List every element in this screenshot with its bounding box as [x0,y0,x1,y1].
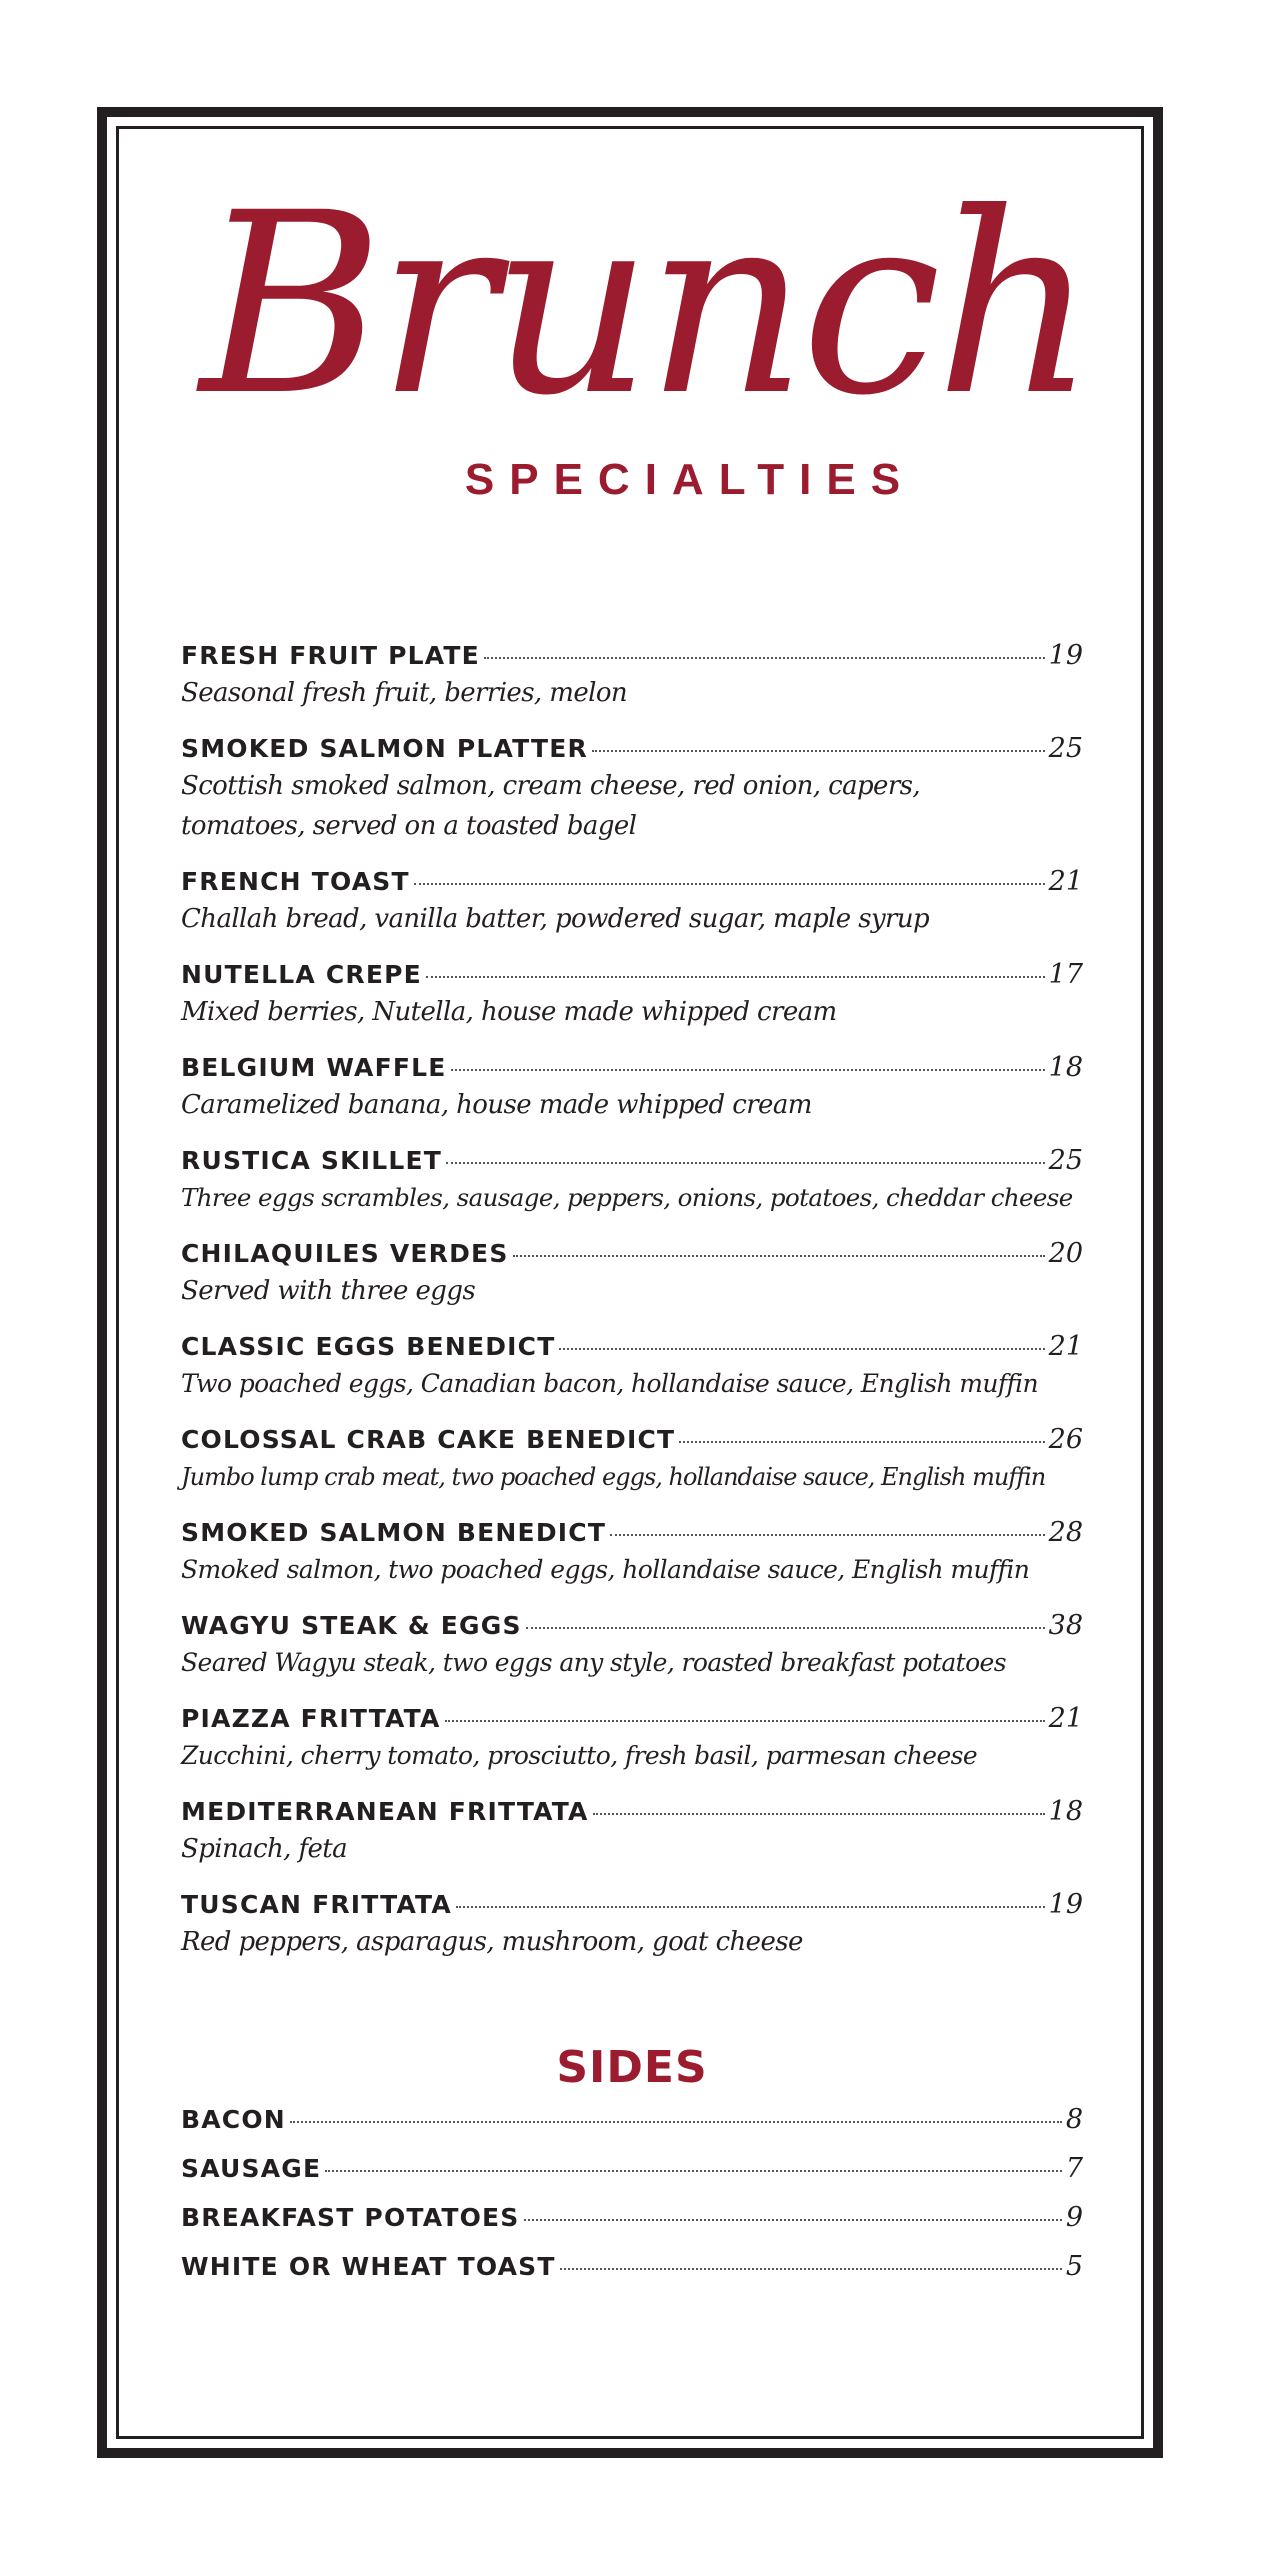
item-description: Two poached eggs, Canadian bacon, hollandaise sauce, English muffin [181,1369,1039,1398]
item-description: Seasonal fresh fruit, berries, melon [181,678,628,708]
menu-item [181,1610,1083,1683]
item-name: CHILAQUILES VERDES [181,1239,509,1268]
dot-leader [414,883,1045,885]
side-item [181,2251,1083,2282]
item-name: FRESH FRUIT PLATE [181,641,480,670]
menu-item [181,866,1083,939]
item-description: Caramelized banana, house made whipped cream [181,1090,812,1120]
side-item [181,2153,1083,2184]
side-price: 5 [1065,2251,1083,2282]
sides-list [181,2104,1083,2300]
brunch-items-list [181,640,1083,1982]
menu-item [181,1424,1083,1497]
side-name: BREAKFAST POTATOES [181,2203,520,2232]
item-name: PIAZZA FRITTATA [181,1704,441,1733]
item-description: Mixed berries, Nutella, house made whipped cream [181,997,837,1027]
menu-item [181,1238,1083,1311]
item-price: 21 [1048,1331,1083,1362]
item-description: Jumbo lump crab meat, two poached eggs, hollandaise sauce, English muffin [181,1463,1046,1491]
menu-item [181,1889,1083,1962]
menu-title: Brunch [200,159,1091,450]
dot-leader [446,1162,1045,1164]
item-price: 19 [1048,640,1083,671]
item-price: 26 [1048,1424,1083,1455]
item-name: NUTELLA CREPE [181,960,422,989]
item-name: SMOKED SALMON PLATTER [181,734,588,763]
menu-subtitle: SPECIALTIES [464,455,916,504]
menu-item [181,733,1083,846]
item-description: Three eggs scrambles, sausage, peppers, onions, potatoes, cheddar cheese [181,1183,1073,1212]
item-name: FRENCH TOAST [181,867,410,896]
item-price: 25 [1048,1145,1083,1176]
item-description: Scottish smoked salmon, cream cheese, red onion, capers, tomatoes, served on a toasted bagel [181,771,921,841]
menu-item [181,1331,1083,1404]
item-price: 18 [1048,1052,1083,1083]
side-name: SAUSAGE [181,2154,322,2183]
side-price: 9 [1065,2202,1083,2233]
item-price: 18 [1048,1796,1083,1827]
menu-item [181,1703,1083,1776]
dot-leader [593,1813,1045,1815]
dot-leader [559,1348,1044,1350]
dot-leader [513,1255,1045,1257]
menu-item [181,1052,1083,1125]
item-price: 21 [1048,1703,1083,1734]
item-name: TUSCAN FRITTATA [181,1890,452,1919]
dot-leader [456,1906,1045,1908]
item-price: 28 [1048,1517,1083,1548]
sides-heading: SIDES [556,2042,708,2093]
item-price: 21 [1048,866,1083,897]
dot-leader [426,976,1045,978]
item-price: 38 [1048,1610,1083,1641]
item-description: Zucchini, cherry tomato, prosciutto, fresh basil, parmesan cheese [181,1741,978,1770]
side-price: 7 [1065,2153,1083,2184]
menu-item [181,1517,1083,1590]
menu-item [181,959,1083,1032]
item-description: Seared Wagyu steak, two eggs any style, roasted breakfast potatoes [181,1648,1006,1677]
item-name: MEDITERRANEAN FRITTATA [181,1797,589,1826]
item-description: Spinach, feta [181,1834,348,1864]
menu-item [181,640,1083,713]
item-name: WAGYU STEAK & EGGS [181,1611,522,1640]
item-name: CLASSIC EGGS BENEDICT [181,1332,556,1361]
item-description: Served with three eggs [181,1276,476,1306]
dot-leader [451,1069,1045,1071]
dot-leader [526,1627,1045,1629]
item-description: Challah bread, vanilla batter, powdered sugar, maple syrup [181,904,930,934]
dot-leader [325,2170,1062,2172]
menu-item [181,1145,1083,1218]
side-price: 8 [1065,2104,1083,2135]
side-item [181,2202,1083,2233]
dot-leader [524,2219,1062,2221]
menu-item [181,1796,1083,1869]
dot-leader [610,1534,1045,1536]
dot-leader [592,750,1045,752]
side-name: WHITE OR WHEAT TOAST [181,2252,556,2281]
item-description: Red peppers, asparagus, mushroom, goat cheese [181,1927,803,1957]
side-name: BACON [181,2105,286,2134]
item-price: 25 [1048,733,1083,764]
side-item [181,2104,1083,2135]
dot-leader [560,2268,1062,2270]
item-price: 19 [1048,1889,1083,1920]
item-description: Smoked salmon, two poached eggs, hollandaise sauce, English muffin [181,1555,1030,1584]
dot-leader [679,1441,1044,1443]
item-price: 20 [1048,1238,1083,1269]
item-name: SMOKED SALMON BENEDICT [181,1518,607,1547]
item-name: BELGIUM WAFFLE [181,1053,447,1082]
item-name: RUSTICA SKILLET [181,1146,442,1175]
dot-leader [290,2121,1062,2123]
item-price: 17 [1048,959,1083,990]
dot-leader [445,1720,1045,1722]
dot-leader [484,657,1045,659]
item-name: COLOSSAL CRAB CAKE BENEDICT [181,1425,676,1454]
